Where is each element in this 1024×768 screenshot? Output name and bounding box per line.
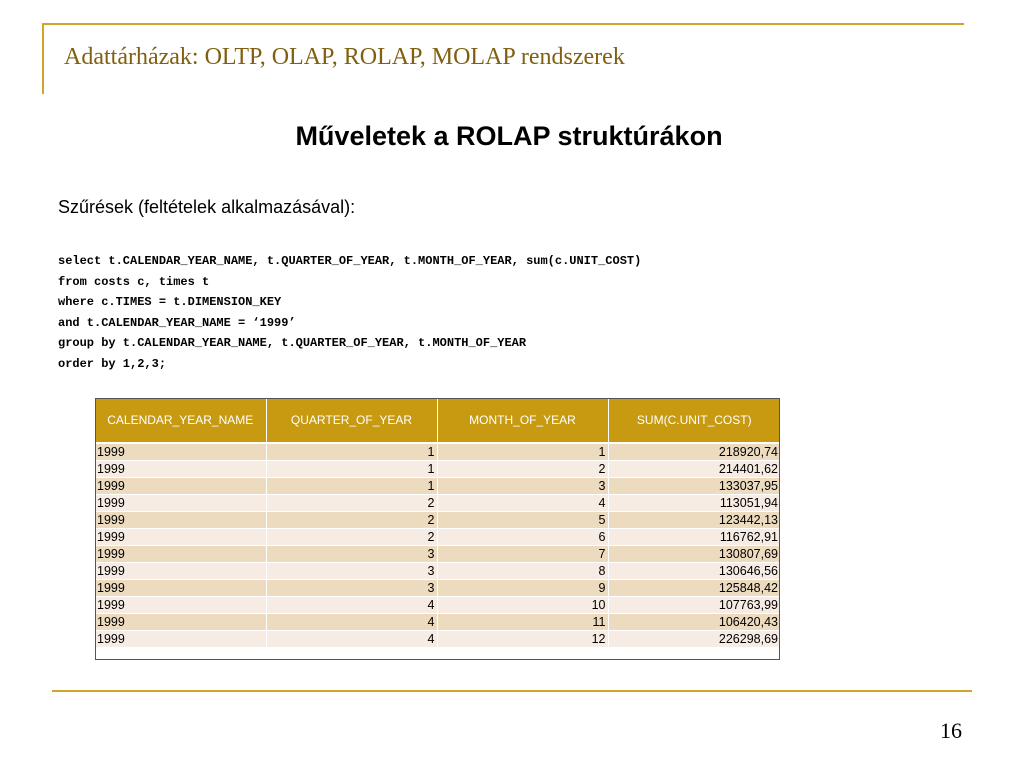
table-cell: 1999 — [95, 563, 266, 580]
table-cell: 2 — [437, 461, 608, 478]
table-cell: 116762,91 — [608, 529, 780, 546]
table-header-row — [95, 398, 780, 443]
table-row — [95, 512, 780, 529]
table-row — [95, 461, 780, 478]
column-header: QUARTER_OF_YEAR — [266, 398, 437, 443]
table-cell: 4 — [266, 631, 437, 648]
table-cell: 3 — [266, 546, 437, 563]
table-cell: 1999 — [95, 631, 266, 648]
sql-line: where c.TIMES = t.DIMENSION_KEY — [58, 295, 282, 309]
table-cell: 4 — [437, 495, 608, 512]
table-row — [95, 529, 780, 546]
header-accent-vertical-line — [42, 23, 44, 94]
query-result-table — [95, 398, 780, 647]
sql-line: and t.CALENDAR_YEAR_NAME = ‘1999’ — [58, 315, 296, 330]
column-header: CALENDAR_YEAR_NAME — [95, 398, 266, 443]
table-cell: 226298,69 — [608, 631, 780, 648]
table-cell: 3 — [266, 580, 437, 597]
table-cell: 130646,56 — [608, 563, 780, 580]
table-cell: 3 — [437, 478, 608, 495]
table-row — [95, 580, 780, 597]
header-accent-horizontal-line — [42, 23, 964, 25]
table-cell: 9 — [437, 580, 608, 597]
sql-line: from costs c, times t — [58, 274, 210, 289]
table-cell: 2 — [266, 512, 437, 529]
table-cell: 10 — [437, 597, 608, 614]
sql-line: select t.CALENDAR_YEAR_NAME, t.QUARTER_OF_YEAR, t.MONTH_OF_YEAR, sum(c.UNIT_COST) — [58, 254, 642, 268]
table-row — [95, 495, 780, 512]
table-cell: 4 — [266, 597, 437, 614]
table-cell: 2 — [266, 529, 437, 546]
table-cell: 107763,99 — [608, 597, 780, 614]
table-cell: 106420,43 — [608, 614, 780, 631]
table-cell: 7 — [437, 546, 608, 563]
table-cell: 8 — [437, 563, 608, 580]
slide-title: Műveletek a ROLAP struktúrákon — [295, 121, 723, 151]
table-cell: 12 — [437, 631, 608, 648]
table-row — [95, 563, 780, 580]
table-cell: 218920,74 — [608, 443, 780, 461]
sql-line: order by 1,2,3; — [58, 356, 167, 371]
sql-line: group by t.CALENDAR_YEAR_NAME, t.QUARTER_OF_YEAR, t.MONTH_OF_YEAR — [58, 336, 527, 350]
table-cell: 133037,95 — [608, 478, 780, 495]
table-cell: 130807,69 — [608, 546, 780, 563]
sql-query-block — [58, 251, 641, 374]
table-cell: 214401,62 — [608, 461, 780, 478]
table-cell: 1999 — [95, 443, 266, 461]
table-cell: 3 — [266, 563, 437, 580]
table-cell: 1999 — [95, 512, 266, 529]
table-cell: 1999 — [95, 597, 266, 614]
table-cell: 1999 — [95, 614, 266, 631]
table-row — [95, 546, 780, 563]
table-cell: 6 — [437, 529, 608, 546]
table-cell: 123442,13 — [608, 512, 780, 529]
table-cell: 1999 — [95, 529, 266, 546]
footer-accent-line — [52, 690, 972, 692]
table-cell: 11 — [437, 614, 608, 631]
table-cell: 1999 — [95, 580, 266, 597]
header-title: Adattárházak: OLTP, OLAP, ROLAP, MOLAP rendszerek — [64, 44, 625, 70]
table-cell: 1 — [266, 461, 437, 478]
table-cell: 1999 — [95, 546, 266, 563]
column-header: MONTH_OF_YEAR — [437, 398, 608, 443]
table-cell: 1 — [266, 443, 437, 461]
table-cell: 4 — [266, 614, 437, 631]
table-cell: 1999 — [95, 478, 266, 495]
table-row — [95, 614, 780, 631]
table-row — [95, 631, 780, 648]
table-cell: 1999 — [95, 461, 266, 478]
table-cell: 125848,42 — [608, 580, 780, 597]
page-number: 16 — [940, 718, 962, 743]
table-body — [95, 443, 780, 647]
table-cell: 1 — [437, 443, 608, 461]
table-cell: 5 — [437, 512, 608, 529]
table-row — [95, 597, 780, 614]
table-header — [95, 398, 780, 443]
column-header: SUM(C.UNIT_COST) — [608, 398, 780, 443]
table-cell: 1999 — [95, 495, 266, 512]
table-cell: 2 — [266, 495, 437, 512]
table-row — [95, 443, 780, 461]
table-row — [95, 478, 780, 495]
table-cell: 1 — [266, 478, 437, 495]
table-cell: 113051,94 — [608, 495, 780, 512]
slide-subtitle: Szűrések (feltételek alkalmazásával): — [58, 197, 356, 217]
